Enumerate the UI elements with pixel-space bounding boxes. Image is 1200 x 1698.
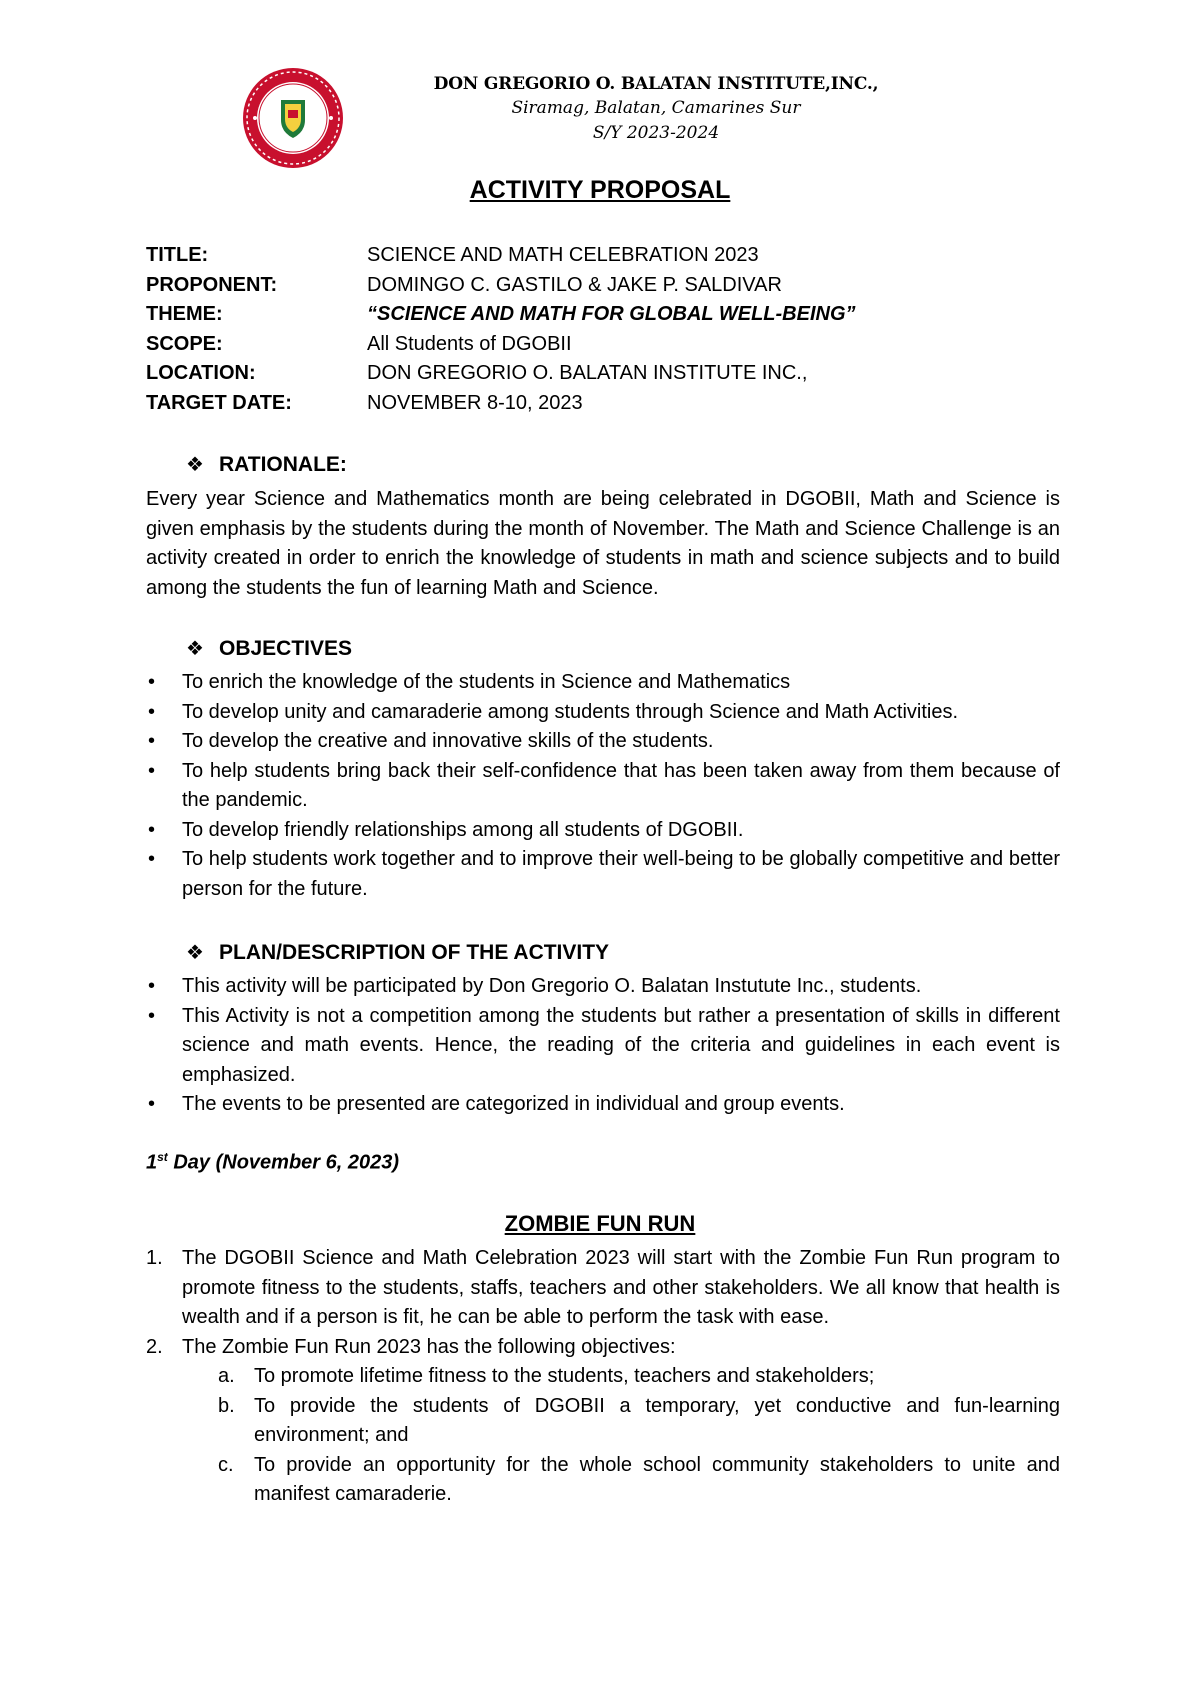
list-item: • The events to be presented are categorized in individual and group events.	[146, 1090, 1060, 1120]
day-number: 1	[146, 1151, 158, 1174]
info-row-theme	[146, 300, 1066, 330]
list-item: • To develop friendly relationships among all students of DGOBII.	[146, 816, 1060, 846]
info-value: All Students of DGOBII	[367, 332, 572, 355]
day-one-heading	[146, 1150, 399, 1175]
list-item: • To enrich the knowledge of the students in Science and Mathematics	[146, 668, 1060, 698]
info-value: “SCIENCE AND MATH FOR GLOBAL WELL-BEING”	[367, 303, 856, 325]
list-letter: b.	[218, 1394, 235, 1417]
diamond-bullet-icon: ❖	[186, 638, 204, 660]
sub-list-item-text: To provide an opportunity for the whole school community stakeholders to unite and manifest camaraderie.	[254, 1453, 1060, 1505]
info-value: DON GREGORIO O. BALATAN INSTITUTE INC.,	[367, 362, 808, 384]
diamond-bullet-icon: ❖	[186, 454, 204, 476]
info-label: LOCATION:	[146, 362, 256, 384]
info-label: TARGET DATE:	[146, 391, 292, 414]
day-date: Day (November 6, 2023)	[167, 1151, 400, 1174]
list-item	[146, 1244, 1060, 1333]
diamond-bullet-icon: ❖	[186, 942, 204, 964]
rationale-heading-text: RATIONALE:	[219, 453, 347, 476]
sub-list-item	[218, 1451, 1060, 1510]
list-item-text: The Zombie Fun Run 2023 has the following objectives:	[182, 1335, 676, 1358]
info-row-target-date	[146, 389, 1066, 419]
list-item	[146, 1333, 1060, 1510]
list-item: • To help students bring back their self-confidence that has been taken away from them because of the pandemic.	[146, 757, 1060, 816]
info-label: PROPONENT:	[146, 273, 278, 296]
plan-list	[146, 972, 1060, 1120]
objectives-heading-text: OBJECTIVES	[219, 637, 353, 660]
info-row-title	[146, 241, 1066, 271]
rationale-heading	[185, 452, 347, 477]
school-name: DON GREGORIO O. BALATAN INSTITUTE,INC.,	[433, 74, 879, 94]
school-year: S/Y 2023-2024	[592, 123, 720, 143]
info-row-proponent	[146, 271, 1066, 301]
list-item: • To develop unity and camaraderie among students through Science and Math Activities.	[146, 698, 1060, 728]
list-item: • This activity will be participated by Don Gregorio O. Balatan Instutute Inc., students.	[146, 972, 1060, 1002]
info-value: NOVEMBER 8-10, 2023	[367, 391, 583, 414]
document-title: ACTIVITY PROPOSAL	[469, 176, 731, 204]
day-ordinal: st	[157, 1150, 168, 1164]
list-item: • To help students work together and to improve their well-being to be globally competitive and better person for the future.	[146, 845, 1060, 904]
info-value: DOMINGO C. GASTILO & JAKE P. SALDIVAR	[367, 273, 782, 296]
zombie-fun-run-title: ZOMBIE FUN RUN	[504, 1211, 696, 1236]
zombie-run-objectives	[182, 1362, 1060, 1510]
info-label: THEME:	[146, 303, 223, 325]
sub-list-item-text: To provide the students of DGOBII a temporary, yet conductive and fun-learning environment; and	[254, 1394, 1060, 1446]
sub-list-item-text: To promote lifetime fitness to the students, teachers and stakeholders;	[254, 1365, 875, 1387]
list-letter: c.	[218, 1453, 234, 1476]
list-number: 1.	[146, 1247, 163, 1269]
sub-list-item	[218, 1392, 1060, 1451]
info-row-location	[146, 359, 1066, 389]
list-item: • This Activity is not a competition among the students but rather a presentation of skills in different science and math events. Hence, the reading of the criteria and guidelines in each event is emphasized.	[146, 1002, 1060, 1091]
list-number: 2.	[146, 1335, 163, 1358]
plan-heading-text: PLAN/DESCRIPTION OF THE ACTIVITY	[219, 941, 610, 964]
sub-list-item	[218, 1362, 1060, 1392]
list-item-text: The DGOBII Science and Math Celebration 2023 will start with the Zombie Fun Run program to promote fitness to the students, staffs, teachers and other stakeholders. We all know that health is wealth and if a person is fit, he can be able to perform the task with ease.	[182, 1247, 1060, 1328]
plan-heading	[185, 940, 609, 965]
school-address: Siramag, Balatan, Camarines Sur	[511, 98, 801, 118]
zombie-run-list	[146, 1244, 1060, 1510]
proposal-info-table	[146, 241, 1066, 418]
info-value: SCIENCE AND MATH CELEBRATION 2023	[367, 244, 759, 266]
rationale-text: Every year Science and Mathematics month are being celebrated in DGOBII, Math and Science is given emphasis by the students during the month of November. The Math and Science Challenge is an activity created in order to enrich the knowledge of students in math and science subjects and to build among the students the fun of learning Math and Science.	[146, 488, 1060, 599]
objectives-heading	[185, 636, 352, 661]
list-letter: a.	[218, 1365, 235, 1387]
list-item: • To develop the creative and innovative skills of the students.	[146, 727, 1060, 757]
info-label: SCOPE:	[146, 332, 223, 355]
info-row-scope	[146, 330, 1066, 360]
info-label: TITLE:	[146, 244, 209, 266]
objectives-list	[146, 668, 1060, 904]
